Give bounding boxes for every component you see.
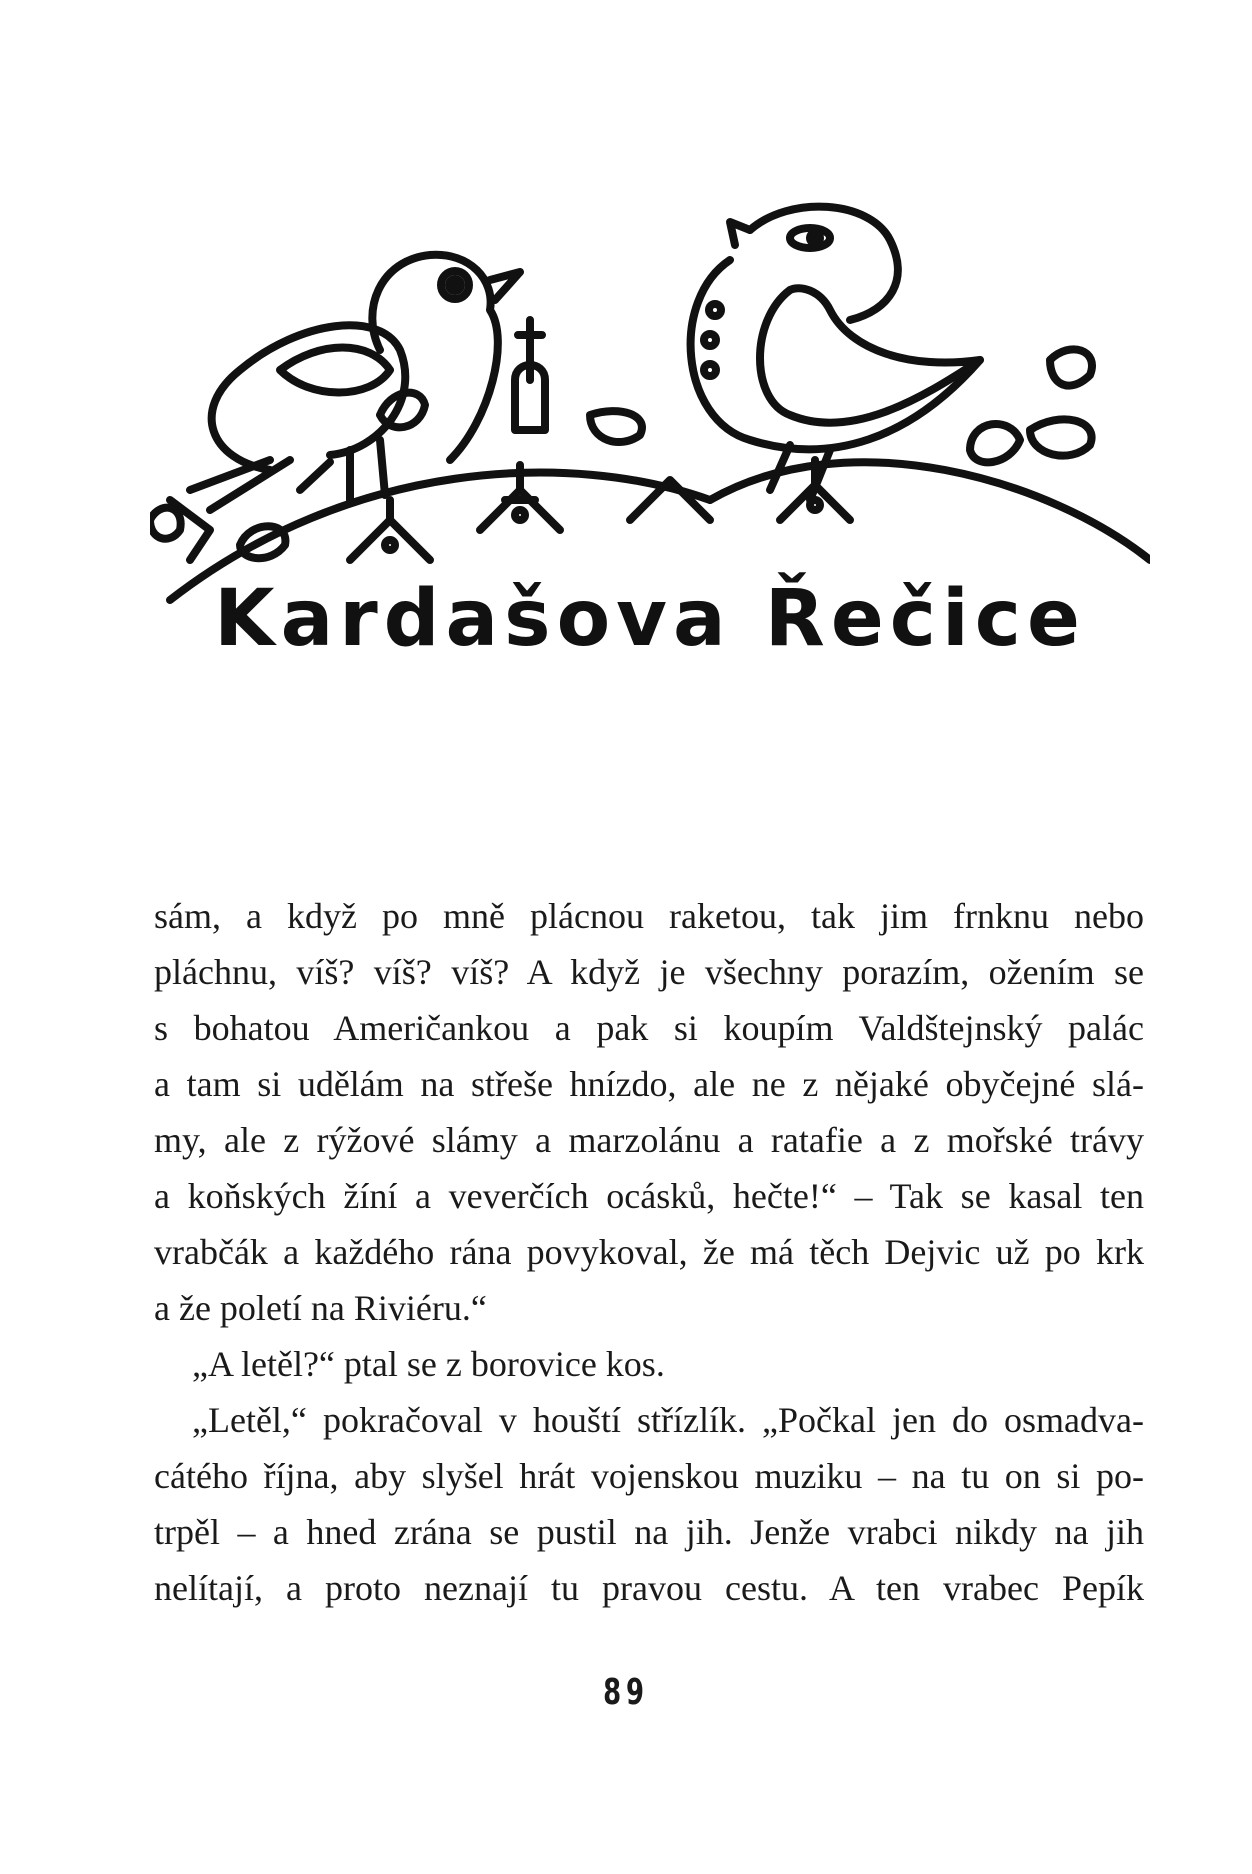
body-text: [154, 888, 1144, 1616]
text-line: a tam si udělám na střeše hnízdo, ale ne z nějaké obyčejné slá-: [154, 1064, 1144, 1104]
birds-illustration: [150, 200, 1150, 820]
leaf: [1050, 349, 1092, 385]
text-line: vrabčák a každého rána povykoval, že má těch Dejvic už po krk: [154, 1232, 1144, 1272]
illustration-caption: Kardašova Řečice: [214, 574, 1086, 664]
church: [515, 320, 545, 430]
sparrow-left-drawing: [170, 255, 520, 560]
text-line: „Letěl,“ pokračoval v houští střízlík. „Počkal jen do osmadva-: [192, 1400, 1144, 1440]
leaf: [970, 424, 1020, 462]
text-line: my, ale z rýžové slámy a marzolánu a ratafie a z mořské trávy: [154, 1120, 1144, 1160]
text-line: nelítají, a proto neznají tu pravou cestu. A ten vrabec Pepík: [154, 1568, 1144, 1608]
text-line: cátého října, aby slyšel hrát vojenskou muziku – na tu on si po-: [154, 1456, 1144, 1496]
text-line: „A letěl?“ ptal se z borovice kos.: [192, 1344, 665, 1384]
birds-drawing: [150, 200, 1150, 820]
leaf: [1030, 419, 1092, 455]
text-line: trpěl – a hned zrána se pustil na jih. Jenže vrabci nikdy na jih: [154, 1512, 1144, 1552]
text-line: s bohatou Američankou a pak si koupím Valdštejnský palác: [154, 1008, 1144, 1048]
text-line: sám, a když po mně plácnou raketou, tak jim frnknu nebo: [154, 896, 1144, 936]
sparrow-right-drawing: [691, 207, 980, 500]
text-line: a že poletí na Riviéru.“: [154, 1288, 487, 1328]
leaf: [150, 508, 181, 539]
text-line: a koňských žíní a veverčích ocásků, hečte!“ – Tak se kasal ten: [154, 1176, 1144, 1216]
leaf: [590, 411, 642, 442]
text-line: pláchnu, víš? víš? víš? A když je všechny porazím, ožením se: [154, 952, 1144, 992]
page-number: 89: [603, 1672, 649, 1713]
